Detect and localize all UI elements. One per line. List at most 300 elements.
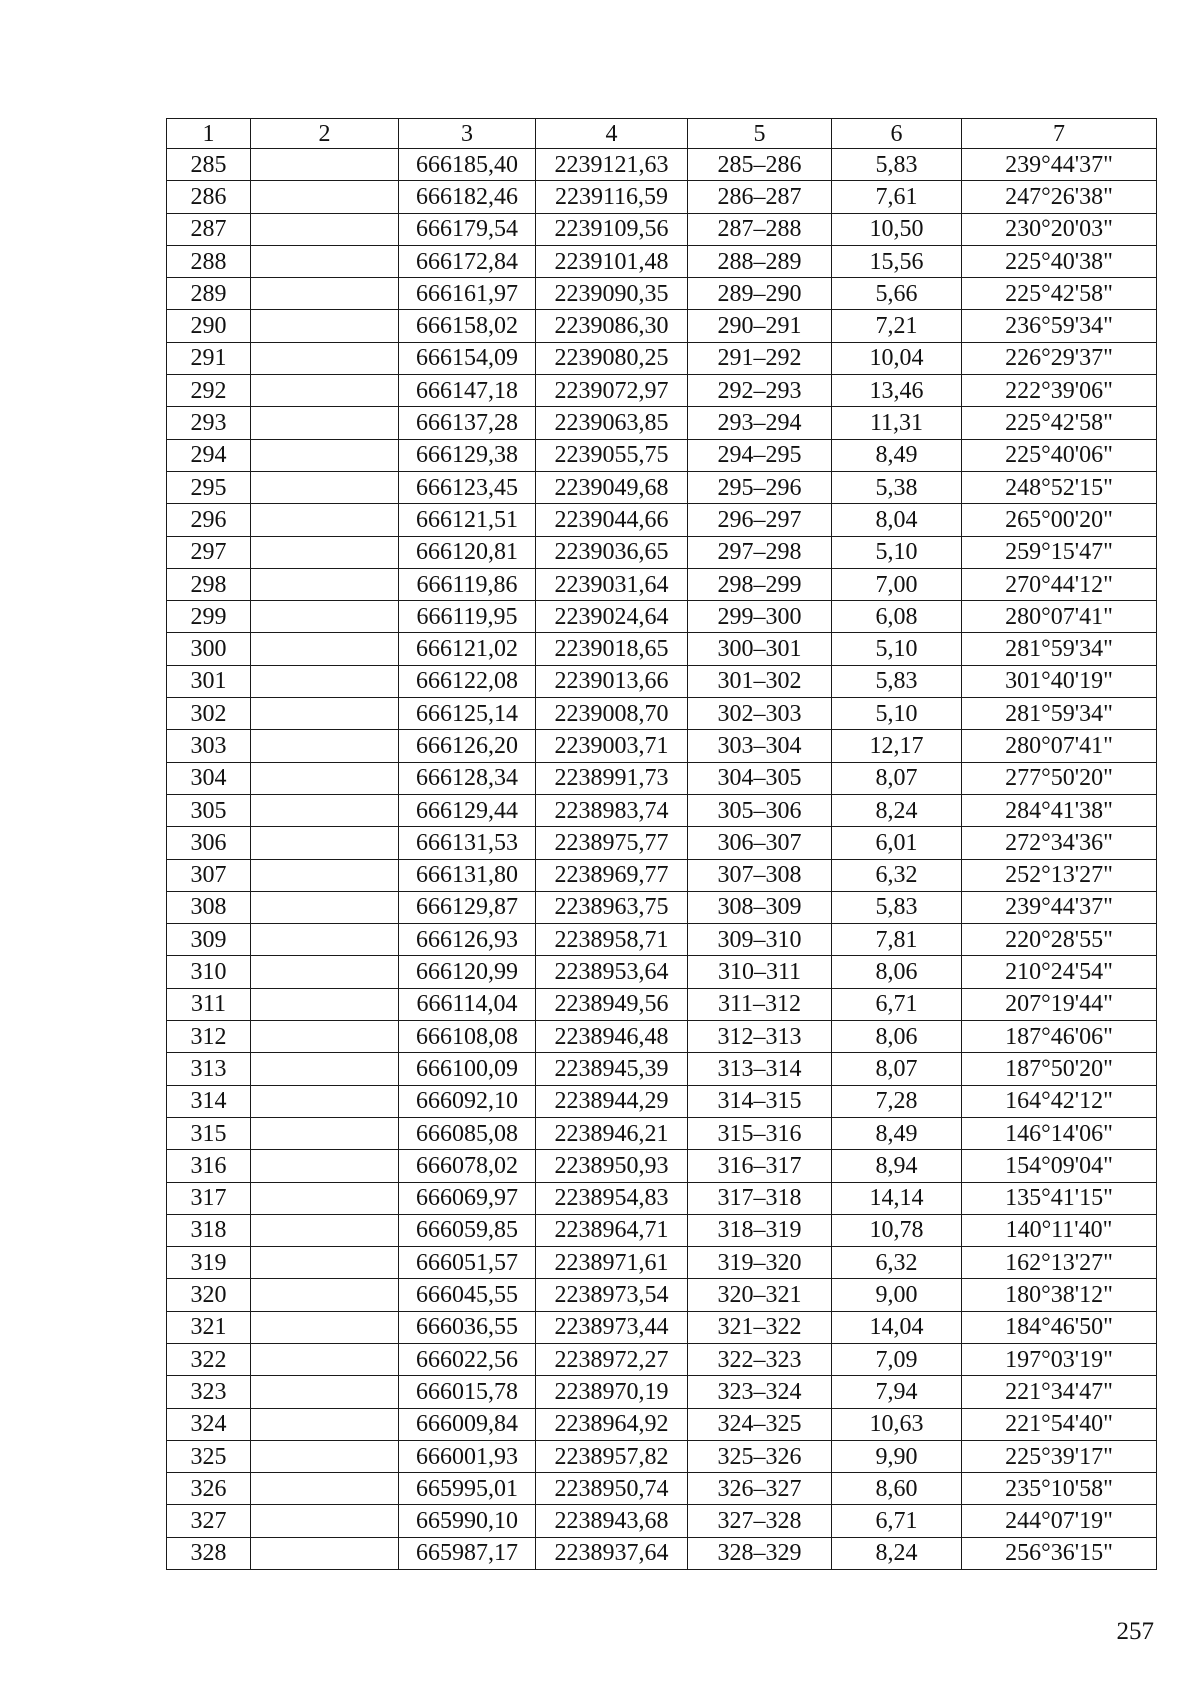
x-coordinate-cell: 666120,99 bbox=[399, 956, 536, 988]
segment-cell: 316–317 bbox=[688, 1150, 832, 1182]
bearing-cell: 248°52'15" bbox=[962, 471, 1157, 503]
bearing-cell: 259°15'47" bbox=[962, 536, 1157, 568]
y-coordinate-cell: 2239044,66 bbox=[536, 504, 688, 536]
bearing-cell: 239°44'37" bbox=[962, 891, 1157, 923]
table-row bbox=[167, 988, 1157, 1020]
blank-cell bbox=[251, 827, 399, 859]
point-number-cell: 300 bbox=[167, 633, 251, 665]
segment-cell: 303–304 bbox=[688, 730, 832, 762]
blank-cell bbox=[251, 891, 399, 923]
segment-cell: 321–322 bbox=[688, 1311, 832, 1343]
x-coordinate-cell: 666129,87 bbox=[399, 891, 536, 923]
x-coordinate-cell: 666114,04 bbox=[399, 988, 536, 1020]
segment-cell: 314–315 bbox=[688, 1085, 832, 1117]
bearing-cell: 164°42'12" bbox=[962, 1085, 1157, 1117]
point-number-cell: 289 bbox=[167, 278, 251, 310]
table-row bbox=[167, 1505, 1157, 1537]
y-coordinate-cell: 2238975,77 bbox=[536, 827, 688, 859]
blank-cell bbox=[251, 1085, 399, 1117]
segment-cell: 293–294 bbox=[688, 407, 832, 439]
length-cell: 10,78 bbox=[832, 1214, 962, 1246]
length-cell: 8,24 bbox=[832, 1537, 962, 1569]
point-number-cell: 287 bbox=[167, 213, 251, 245]
segment-cell: 302–303 bbox=[688, 698, 832, 730]
table-row bbox=[167, 213, 1157, 245]
y-coordinate-cell: 2239116,59 bbox=[536, 181, 688, 213]
column-header: 7 bbox=[962, 119, 1157, 149]
blank-cell bbox=[251, 504, 399, 536]
segment-cell: 322–323 bbox=[688, 1343, 832, 1375]
x-coordinate-cell: 666126,20 bbox=[399, 730, 536, 762]
table-row bbox=[167, 1376, 1157, 1408]
segment-cell: 313–314 bbox=[688, 1053, 832, 1085]
bearing-cell: 244°07'19" bbox=[962, 1505, 1157, 1537]
y-coordinate-cell: 2238964,92 bbox=[536, 1408, 688, 1440]
bearing-cell: 236°59'34" bbox=[962, 310, 1157, 342]
x-coordinate-cell: 666100,09 bbox=[399, 1053, 536, 1085]
bearing-cell: 184°46'50" bbox=[962, 1311, 1157, 1343]
blank-cell bbox=[251, 1182, 399, 1214]
length-cell: 8,07 bbox=[832, 1053, 962, 1085]
blank-cell bbox=[251, 1343, 399, 1375]
blank-cell bbox=[251, 762, 399, 794]
y-coordinate-cell: 2238943,68 bbox=[536, 1505, 688, 1537]
blank-cell bbox=[251, 1279, 399, 1311]
length-cell: 5,83 bbox=[832, 891, 962, 923]
y-coordinate-cell: 2238946,48 bbox=[536, 1021, 688, 1053]
table-row bbox=[167, 859, 1157, 891]
coordinates-table bbox=[166, 118, 1157, 1570]
point-number-cell: 301 bbox=[167, 665, 251, 697]
point-number-cell: 307 bbox=[167, 859, 251, 891]
length-cell: 7,81 bbox=[832, 924, 962, 956]
table-row bbox=[167, 1182, 1157, 1214]
table-row bbox=[167, 827, 1157, 859]
bearing-cell: 225°42'58" bbox=[962, 278, 1157, 310]
bearing-cell: 252°13'27" bbox=[962, 859, 1157, 891]
table-row bbox=[167, 375, 1157, 407]
bearing-cell: 281°59'34" bbox=[962, 698, 1157, 730]
blank-cell bbox=[251, 1311, 399, 1343]
length-cell: 10,04 bbox=[832, 342, 962, 374]
blank-cell bbox=[251, 1505, 399, 1537]
x-coordinate-cell: 666125,14 bbox=[399, 698, 536, 730]
y-coordinate-cell: 2239055,75 bbox=[536, 439, 688, 471]
bearing-cell: 225°40'06" bbox=[962, 439, 1157, 471]
bearing-cell: 180°38'12" bbox=[962, 1279, 1157, 1311]
x-coordinate-cell: 666185,40 bbox=[399, 149, 536, 181]
point-number-cell: 288 bbox=[167, 245, 251, 277]
segment-cell: 312–313 bbox=[688, 1021, 832, 1053]
point-number-cell: 298 bbox=[167, 568, 251, 600]
blank-cell bbox=[251, 1021, 399, 1053]
point-number-cell: 299 bbox=[167, 601, 251, 633]
y-coordinate-cell: 2239063,85 bbox=[536, 407, 688, 439]
length-cell: 7,21 bbox=[832, 310, 962, 342]
x-coordinate-cell: 666137,28 bbox=[399, 407, 536, 439]
y-coordinate-cell: 2239090,35 bbox=[536, 278, 688, 310]
x-coordinate-cell: 666129,38 bbox=[399, 439, 536, 471]
x-coordinate-cell: 666119,95 bbox=[399, 601, 536, 633]
x-coordinate-cell: 666085,08 bbox=[399, 1117, 536, 1149]
table-row bbox=[167, 698, 1157, 730]
x-coordinate-cell: 666122,08 bbox=[399, 665, 536, 697]
blank-cell bbox=[251, 536, 399, 568]
segment-cell: 296–297 bbox=[688, 504, 832, 536]
bearing-cell: 280°07'41" bbox=[962, 730, 1157, 762]
length-cell: 8,94 bbox=[832, 1150, 962, 1182]
y-coordinate-cell: 2239003,71 bbox=[536, 730, 688, 762]
point-number-cell: 328 bbox=[167, 1537, 251, 1569]
column-header: 6 bbox=[832, 119, 962, 149]
segment-cell: 304–305 bbox=[688, 762, 832, 794]
blank-cell bbox=[251, 1053, 399, 1085]
blank-cell bbox=[251, 1214, 399, 1246]
blank-cell bbox=[251, 568, 399, 600]
y-coordinate-cell: 2238945,39 bbox=[536, 1053, 688, 1085]
y-coordinate-cell: 2238950,74 bbox=[536, 1473, 688, 1505]
segment-cell: 307–308 bbox=[688, 859, 832, 891]
segment-cell: 315–316 bbox=[688, 1117, 832, 1149]
segment-cell: 294–295 bbox=[688, 439, 832, 471]
segment-cell: 289–290 bbox=[688, 278, 832, 310]
bearing-cell: 207°19'44" bbox=[962, 988, 1157, 1020]
length-cell: 5,83 bbox=[832, 665, 962, 697]
x-coordinate-cell: 666069,97 bbox=[399, 1182, 536, 1214]
table-row bbox=[167, 891, 1157, 923]
length-cell: 8,06 bbox=[832, 1021, 962, 1053]
column-header: 1 bbox=[167, 119, 251, 149]
x-coordinate-cell: 666126,93 bbox=[399, 924, 536, 956]
bearing-cell: 221°34'47" bbox=[962, 1376, 1157, 1408]
table-row bbox=[167, 1408, 1157, 1440]
table-row bbox=[167, 633, 1157, 665]
x-coordinate-cell: 666092,10 bbox=[399, 1085, 536, 1117]
point-number-cell: 319 bbox=[167, 1247, 251, 1279]
point-number-cell: 320 bbox=[167, 1279, 251, 1311]
blank-cell bbox=[251, 1376, 399, 1408]
y-coordinate-cell: 2239072,97 bbox=[536, 375, 688, 407]
point-number-cell: 297 bbox=[167, 536, 251, 568]
length-cell: 6,71 bbox=[832, 988, 962, 1020]
column-header: 5 bbox=[688, 119, 832, 149]
bearing-cell: 239°44'37" bbox=[962, 149, 1157, 181]
segment-cell: 301–302 bbox=[688, 665, 832, 697]
x-coordinate-cell: 665987,17 bbox=[399, 1537, 536, 1569]
segment-cell: 328–329 bbox=[688, 1537, 832, 1569]
segment-cell: 311–312 bbox=[688, 988, 832, 1020]
table-header-row bbox=[167, 119, 1157, 149]
table-row bbox=[167, 601, 1157, 633]
length-cell: 7,28 bbox=[832, 1085, 962, 1117]
point-number-cell: 296 bbox=[167, 504, 251, 536]
blank-cell bbox=[251, 181, 399, 213]
point-number-cell: 315 bbox=[167, 1117, 251, 1149]
table-row bbox=[167, 149, 1157, 181]
blank-cell bbox=[251, 471, 399, 503]
blank-cell bbox=[251, 924, 399, 956]
blank-cell bbox=[251, 988, 399, 1020]
length-cell: 8,49 bbox=[832, 439, 962, 471]
length-cell: 5,66 bbox=[832, 278, 962, 310]
length-cell: 8,49 bbox=[832, 1117, 962, 1149]
length-cell: 7,94 bbox=[832, 1376, 962, 1408]
blank-cell bbox=[251, 956, 399, 988]
length-cell: 8,06 bbox=[832, 956, 962, 988]
segment-cell: 300–301 bbox=[688, 633, 832, 665]
bearing-cell: 230°20'03" bbox=[962, 213, 1157, 245]
bearing-cell: 197°03'19" bbox=[962, 1343, 1157, 1375]
length-cell: 8,24 bbox=[832, 794, 962, 826]
point-number-cell: 294 bbox=[167, 439, 251, 471]
table-row bbox=[167, 956, 1157, 988]
y-coordinate-cell: 2239036,65 bbox=[536, 536, 688, 568]
y-coordinate-cell: 2238949,56 bbox=[536, 988, 688, 1020]
point-number-cell: 305 bbox=[167, 794, 251, 826]
length-cell: 13,46 bbox=[832, 375, 962, 407]
bearing-cell: 235°10'58" bbox=[962, 1473, 1157, 1505]
y-coordinate-cell: 2239024,64 bbox=[536, 601, 688, 633]
bearing-cell: 265°00'20" bbox=[962, 504, 1157, 536]
column-header: 4 bbox=[536, 119, 688, 149]
segment-cell: 325–326 bbox=[688, 1440, 832, 1472]
table-row bbox=[167, 342, 1157, 374]
x-coordinate-cell: 666120,81 bbox=[399, 536, 536, 568]
point-number-cell: 308 bbox=[167, 891, 251, 923]
blank-cell bbox=[251, 439, 399, 471]
blank-cell bbox=[251, 1440, 399, 1472]
blank-cell bbox=[251, 730, 399, 762]
x-coordinate-cell: 666147,18 bbox=[399, 375, 536, 407]
bearing-cell: 154°09'04" bbox=[962, 1150, 1157, 1182]
blank-cell bbox=[251, 149, 399, 181]
length-cell: 6,01 bbox=[832, 827, 962, 859]
length-cell: 7,00 bbox=[832, 568, 962, 600]
blank-cell bbox=[251, 213, 399, 245]
x-coordinate-cell: 666121,02 bbox=[399, 633, 536, 665]
blank-cell bbox=[251, 342, 399, 374]
point-number-cell: 316 bbox=[167, 1150, 251, 1182]
segment-cell: 326–327 bbox=[688, 1473, 832, 1505]
page-number: 257 bbox=[1116, 1618, 1154, 1645]
table-row bbox=[167, 439, 1157, 471]
bearing-cell: 162°13'27" bbox=[962, 1247, 1157, 1279]
length-cell: 12,17 bbox=[832, 730, 962, 762]
bearing-cell: 146°14'06" bbox=[962, 1117, 1157, 1149]
blank-cell bbox=[251, 407, 399, 439]
segment-cell: 288–289 bbox=[688, 245, 832, 277]
bearing-cell: 135°41'15" bbox=[962, 1182, 1157, 1214]
segment-cell: 317–318 bbox=[688, 1182, 832, 1214]
table-row bbox=[167, 1279, 1157, 1311]
x-coordinate-cell: 666001,93 bbox=[399, 1440, 536, 1472]
y-coordinate-cell: 2239121,63 bbox=[536, 149, 688, 181]
point-number-cell: 313 bbox=[167, 1053, 251, 1085]
length-cell: 5,10 bbox=[832, 698, 962, 730]
length-cell: 9,00 bbox=[832, 1279, 962, 1311]
y-coordinate-cell: 2238954,83 bbox=[536, 1182, 688, 1214]
bearing-cell: 187°50'20" bbox=[962, 1053, 1157, 1085]
bearing-cell: 277°50'20" bbox=[962, 762, 1157, 794]
point-number-cell: 318 bbox=[167, 1214, 251, 1246]
x-coordinate-cell: 666009,84 bbox=[399, 1408, 536, 1440]
segment-cell: 306–307 bbox=[688, 827, 832, 859]
table-row bbox=[167, 1150, 1157, 1182]
length-cell: 8,07 bbox=[832, 762, 962, 794]
bearing-cell: 270°44'12" bbox=[962, 568, 1157, 600]
point-number-cell: 302 bbox=[167, 698, 251, 730]
y-coordinate-cell: 2238973,44 bbox=[536, 1311, 688, 1343]
table-row bbox=[167, 794, 1157, 826]
segment-cell: 309–310 bbox=[688, 924, 832, 956]
bearing-cell: 225°42'58" bbox=[962, 407, 1157, 439]
bearing-cell: 247°26'38" bbox=[962, 181, 1157, 213]
point-number-cell: 292 bbox=[167, 375, 251, 407]
table-row bbox=[167, 310, 1157, 342]
point-number-cell: 295 bbox=[167, 471, 251, 503]
point-number-cell: 314 bbox=[167, 1085, 251, 1117]
x-coordinate-cell: 666154,09 bbox=[399, 342, 536, 374]
table-row bbox=[167, 1214, 1157, 1246]
table-row bbox=[167, 245, 1157, 277]
segment-cell: 327–328 bbox=[688, 1505, 832, 1537]
x-coordinate-cell: 666182,46 bbox=[399, 181, 536, 213]
x-coordinate-cell: 666119,86 bbox=[399, 568, 536, 600]
blank-cell bbox=[251, 665, 399, 697]
x-coordinate-cell: 666051,57 bbox=[399, 1247, 536, 1279]
y-coordinate-cell: 2238937,64 bbox=[536, 1537, 688, 1569]
x-coordinate-cell: 666161,97 bbox=[399, 278, 536, 310]
table-row bbox=[167, 1247, 1157, 1279]
point-number-cell: 291 bbox=[167, 342, 251, 374]
x-coordinate-cell: 666078,02 bbox=[399, 1150, 536, 1182]
segment-cell: 287–288 bbox=[688, 213, 832, 245]
point-number-cell: 303 bbox=[167, 730, 251, 762]
blank-cell bbox=[251, 1473, 399, 1505]
length-cell: 5,10 bbox=[832, 536, 962, 568]
blank-cell bbox=[251, 1117, 399, 1149]
y-coordinate-cell: 2238946,21 bbox=[536, 1117, 688, 1149]
y-coordinate-cell: 2239109,56 bbox=[536, 213, 688, 245]
y-coordinate-cell: 2239013,66 bbox=[536, 665, 688, 697]
table-row bbox=[167, 730, 1157, 762]
y-coordinate-cell: 2239018,65 bbox=[536, 633, 688, 665]
segment-cell: 286–287 bbox=[688, 181, 832, 213]
y-coordinate-cell: 2238970,19 bbox=[536, 1376, 688, 1408]
table-row bbox=[167, 1085, 1157, 1117]
point-number-cell: 323 bbox=[167, 1376, 251, 1408]
table-row bbox=[167, 278, 1157, 310]
table-row bbox=[167, 568, 1157, 600]
table-row bbox=[167, 1537, 1157, 1569]
blank-cell bbox=[251, 633, 399, 665]
bearing-cell: 222°39'06" bbox=[962, 375, 1157, 407]
x-coordinate-cell: 666108,08 bbox=[399, 1021, 536, 1053]
length-cell: 6,32 bbox=[832, 1247, 962, 1279]
y-coordinate-cell: 2238983,74 bbox=[536, 794, 688, 826]
y-coordinate-cell: 2238957,82 bbox=[536, 1440, 688, 1472]
bearing-cell: 220°28'55" bbox=[962, 924, 1157, 956]
blank-cell bbox=[251, 601, 399, 633]
column-header: 3 bbox=[399, 119, 536, 149]
segment-cell: 305–306 bbox=[688, 794, 832, 826]
y-coordinate-cell: 2239080,25 bbox=[536, 342, 688, 374]
blank-cell bbox=[251, 278, 399, 310]
bearing-cell: 225°40'38" bbox=[962, 245, 1157, 277]
x-coordinate-cell: 665995,01 bbox=[399, 1473, 536, 1505]
bearing-cell: 284°41'38" bbox=[962, 794, 1157, 826]
x-coordinate-cell: 666129,44 bbox=[399, 794, 536, 826]
point-number-cell: 290 bbox=[167, 310, 251, 342]
length-cell: 15,56 bbox=[832, 245, 962, 277]
bearing-cell: 140°11'40" bbox=[962, 1214, 1157, 1246]
point-number-cell: 325 bbox=[167, 1440, 251, 1472]
blank-cell bbox=[251, 245, 399, 277]
y-coordinate-cell: 2238944,29 bbox=[536, 1085, 688, 1117]
y-coordinate-cell: 2238964,71 bbox=[536, 1214, 688, 1246]
segment-cell: 292–293 bbox=[688, 375, 832, 407]
table-row bbox=[167, 1473, 1157, 1505]
table-row bbox=[167, 1053, 1157, 1085]
point-number-cell: 312 bbox=[167, 1021, 251, 1053]
y-coordinate-cell: 2239031,64 bbox=[536, 568, 688, 600]
y-coordinate-cell: 2238991,73 bbox=[536, 762, 688, 794]
point-number-cell: 322 bbox=[167, 1343, 251, 1375]
table-body bbox=[167, 149, 1157, 1570]
x-coordinate-cell: 666036,55 bbox=[399, 1311, 536, 1343]
table-row bbox=[167, 471, 1157, 503]
point-number-cell: 310 bbox=[167, 956, 251, 988]
segment-cell: 320–321 bbox=[688, 1279, 832, 1311]
blank-cell bbox=[251, 859, 399, 891]
segment-cell: 299–300 bbox=[688, 601, 832, 633]
x-coordinate-cell: 666131,80 bbox=[399, 859, 536, 891]
point-number-cell: 304 bbox=[167, 762, 251, 794]
segment-cell: 291–292 bbox=[688, 342, 832, 374]
table-row bbox=[167, 924, 1157, 956]
point-number-cell: 321 bbox=[167, 1311, 251, 1343]
bearing-cell: 210°24'54" bbox=[962, 956, 1157, 988]
segment-cell: 298–299 bbox=[688, 568, 832, 600]
y-coordinate-cell: 2238972,27 bbox=[536, 1343, 688, 1375]
point-number-cell: 306 bbox=[167, 827, 251, 859]
x-coordinate-cell: 666015,78 bbox=[399, 1376, 536, 1408]
bearing-cell: 221°54'40" bbox=[962, 1408, 1157, 1440]
x-coordinate-cell: 666158,02 bbox=[399, 310, 536, 342]
x-coordinate-cell: 666121,51 bbox=[399, 504, 536, 536]
bearing-cell: 225°39'17" bbox=[962, 1440, 1157, 1472]
length-cell: 5,10 bbox=[832, 633, 962, 665]
table-row bbox=[167, 407, 1157, 439]
x-coordinate-cell: 666123,45 bbox=[399, 471, 536, 503]
segment-cell: 297–298 bbox=[688, 536, 832, 568]
y-coordinate-cell: 2238963,75 bbox=[536, 891, 688, 923]
table-row bbox=[167, 1311, 1157, 1343]
y-coordinate-cell: 2238958,71 bbox=[536, 924, 688, 956]
blank-cell bbox=[251, 1247, 399, 1279]
bearing-cell: 272°34'36" bbox=[962, 827, 1157, 859]
table-row bbox=[167, 181, 1157, 213]
table-row bbox=[167, 665, 1157, 697]
bearing-cell: 256°36'15" bbox=[962, 1537, 1157, 1569]
point-number-cell: 285 bbox=[167, 149, 251, 181]
length-cell: 6,08 bbox=[832, 601, 962, 633]
column-header: 2 bbox=[251, 119, 399, 149]
length-cell: 8,04 bbox=[832, 504, 962, 536]
table-row bbox=[167, 1343, 1157, 1375]
point-number-cell: 311 bbox=[167, 988, 251, 1020]
y-coordinate-cell: 2239049,68 bbox=[536, 471, 688, 503]
